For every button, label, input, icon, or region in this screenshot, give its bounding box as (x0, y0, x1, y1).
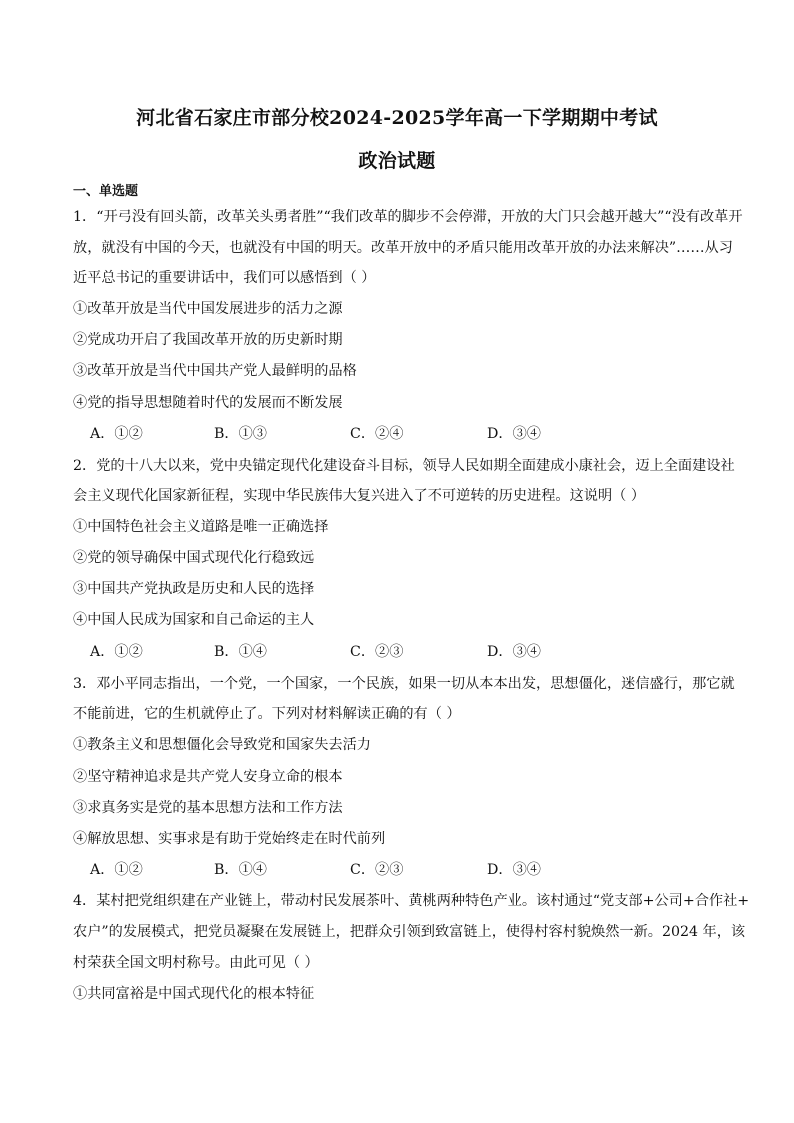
question-3-choice-b: B．①④ (214, 862, 267, 878)
question-3-statement-4: ④解放思想、实事求是有助于党始终走在时代前列 (73, 831, 386, 847)
question-2-statement-2: ②党的领导确保中国式现代化行稳致远 (73, 550, 315, 566)
question-2-statement-4: ④中国人民成为国家和自己命运的主人 (73, 612, 315, 628)
question-1-choice-a: A．①② (90, 426, 143, 442)
exam-subject-title: 政治试题 (358, 150, 436, 172)
question-1-choice-c: C．②④ (350, 426, 404, 442)
question-4-stem-line-1: 4．某村把党组织建在产业链上，带动村民发展茶叶、黄桃两种特色产业。该村通过“党支部+公司+合作社+ (73, 893, 750, 909)
question-1-stem-line-1: 1．“开弓没有回头箭，改革关头勇者胜”“我们改革的脚步不会停滞，开放的大门只会越开越大”“没有改革开 (73, 209, 743, 225)
question-3-statement-1: ①教条主义和思想僵化会导致党和国家失去活力 (73, 737, 371, 753)
question-3-choice-a: A．①② (90, 862, 143, 878)
question-4-statement-1: ①共同富裕是中国式现代化的根本特征 (73, 986, 315, 1002)
question-1-stem-line-2: 放，就没有中国的今天，也就没有中国的明天。改革开放中的矛盾只能用改革开放的办法来解决”……从习 (73, 240, 733, 256)
exam-title: 河北省石家庄市部分校2024-2025学年高一下学期期中考试 (136, 107, 658, 129)
question-2-statement-1: ①中国特色社会主义道路是唯一正确选择 (73, 519, 329, 535)
question-1-statement-2: ②党成功开启了我国改革开放的历史新时期 (73, 332, 343, 348)
section-heading: 一、单选题 (73, 184, 139, 199)
question-2-statement-3: ③中国共产党执政是历史和人民的选择 (73, 581, 315, 597)
question-3-choice-c: C．②③ (350, 862, 404, 878)
question-1-statement-3: ③改革开放是当代中国共产党人最鲜明的品格 (73, 363, 357, 379)
question-2-choice-c: C．②③ (350, 644, 404, 660)
question-1-statement-4: ④党的指导思想随着时代的发展而不断发展 (73, 395, 343, 411)
question-2-stem-line-2: 会主义现代化国家新征程，实现中华民族伟大复兴进入了不可逆转的历史进程。这说明（ ） (73, 488, 646, 504)
question-3-statement-3: ③求真务实是党的基本思想方法和工作方法 (73, 800, 343, 816)
question-3-statement-2: ②坚守精神追求是共产党人安身立命的根本 (73, 769, 343, 785)
question-3-choice-d: D．③④ (487, 862, 541, 878)
question-4-stem-line-3: 村荣获全国文明村称号。由此可见（ ） (73, 955, 319, 971)
question-1-statement-1: ①改革开放是当代中国发展进步的活力之源 (73, 301, 343, 317)
question-1-choice-d: D．③④ (487, 426, 541, 442)
question-1-choice-b: B．①③ (214, 426, 267, 442)
question-3-stem-line-2: 不能前进，它的生机就停止了。下列对材料解读正确的有（ ） (73, 706, 461, 722)
question-2-choice-a: A．①② (90, 644, 143, 660)
question-2-stem-line-1: 2．党的十八大以来，党中央锚定现代化建设奋斗目标，领导人民如期全面建成小康社会，迈上全面建设社 (73, 458, 735, 474)
question-3-stem-line-1: 3．邓小平同志指出，一个党，一个国家，一个民族，如果一切从本本出发，思想僵化，迷信盛行，那它就 (73, 676, 735, 692)
question-2-choice-d: D．③④ (487, 644, 541, 660)
question-4-stem-line-2: 农户”的发展模式，把党员凝聚在发展链上，把群众引领到致富链上，使得村容村貌焕然一新。2024 年，该 (73, 924, 746, 940)
question-2-choice-b: B．①④ (214, 644, 267, 660)
question-1-stem-line-3: 近平总书记的重要讲话中，我们可以感悟到（ ） (73, 270, 376, 286)
